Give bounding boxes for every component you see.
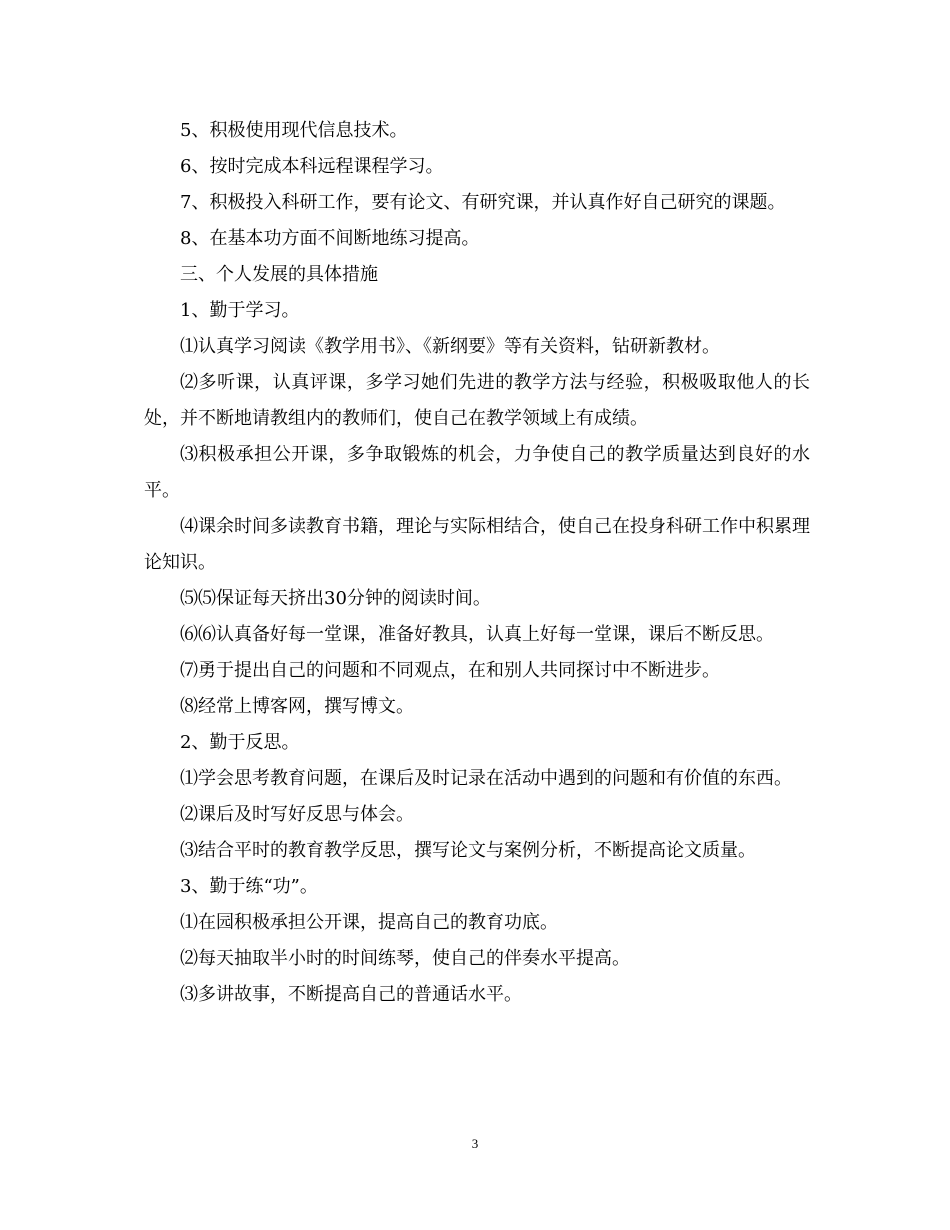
paragraph-21: ⑵每天抽取半小时的时间练琴，使自己的伴奏水平提高。 (180, 948, 630, 969)
document-body (144, 113, 810, 1013)
paragraph-17: ⑵课后及时写好反思与体会。 (180, 804, 414, 825)
paragraph-20: ⑴在园积极承担公开课，提高自己的教育功底。 (180, 912, 558, 933)
paragraph-12: ⑹⑹认真备好每一堂课，准备好教具，认真上好每一堂课，课后不断反思。 (180, 624, 774, 645)
paragraph-3: 7、积极投入科研工作，要有论文、有研究课，并认真作好自己研究的课题。 (180, 192, 786, 213)
paragraph-7: ⑴认真学习阅读《教学用书》、《新纲要》等有关资料，钻研新教材。 (180, 336, 720, 357)
paragraph-11: ⑸⑸保证每天挤出30分钟的阅读时间。 (180, 588, 491, 609)
page-number: 3 (471, 1136, 479, 1151)
paragraph-14: ⑻经常上博客网，撰写博文。 (180, 696, 414, 717)
paragraph-13: ⑺勇于提出自己的问题和不同观点，在和别人共同探讨中不断进步。 (180, 660, 720, 681)
paragraph-6: 1、勤于学习。 (180, 300, 300, 321)
paragraph-2: 6、按时完成本科远程课程学习。 (180, 156, 444, 177)
paragraph-10: ⑷课余时间多读教育书籍，理论与实际相结合，使自己在投身科研工作中积累理论知识。 (144, 516, 810, 573)
paragraph-9: ⑶积极承担公开课，多争取锻炼的机会，力争使自己的教学质量达到良好的水平。 (144, 444, 810, 501)
paragraph-15: 2、勤于反思。 (180, 732, 300, 753)
paragraph-16: ⑴学会思考教育问题，在课后及时记录在活动中遇到的问题和有价值的东西。 (180, 768, 792, 789)
paragraph-18: ⑶结合平时的教育教学反思，撰写论文与案例分析，不断提高论文质量。 (180, 840, 756, 861)
paragraph-4: 8、在基本功方面不间断地练习提高。 (180, 228, 480, 249)
paragraph-1: 5、积极使用现代信息技术。 (180, 120, 408, 141)
section-heading: 三、个人发展的具体措施 (180, 264, 378, 285)
paragraph-22: ⑶多讲故事，不断提高自己的普通话水平。 (180, 984, 522, 1005)
paragraph-19: 3、勤于练“功”。 (180, 876, 318, 897)
paragraph-8: ⑵多听课，认真评课，多学习她们先进的教学方法与经验，积极吸取他人的长处，并不断地请教组内的教师们，使自己在教学领域上有成绩。 (144, 372, 810, 429)
